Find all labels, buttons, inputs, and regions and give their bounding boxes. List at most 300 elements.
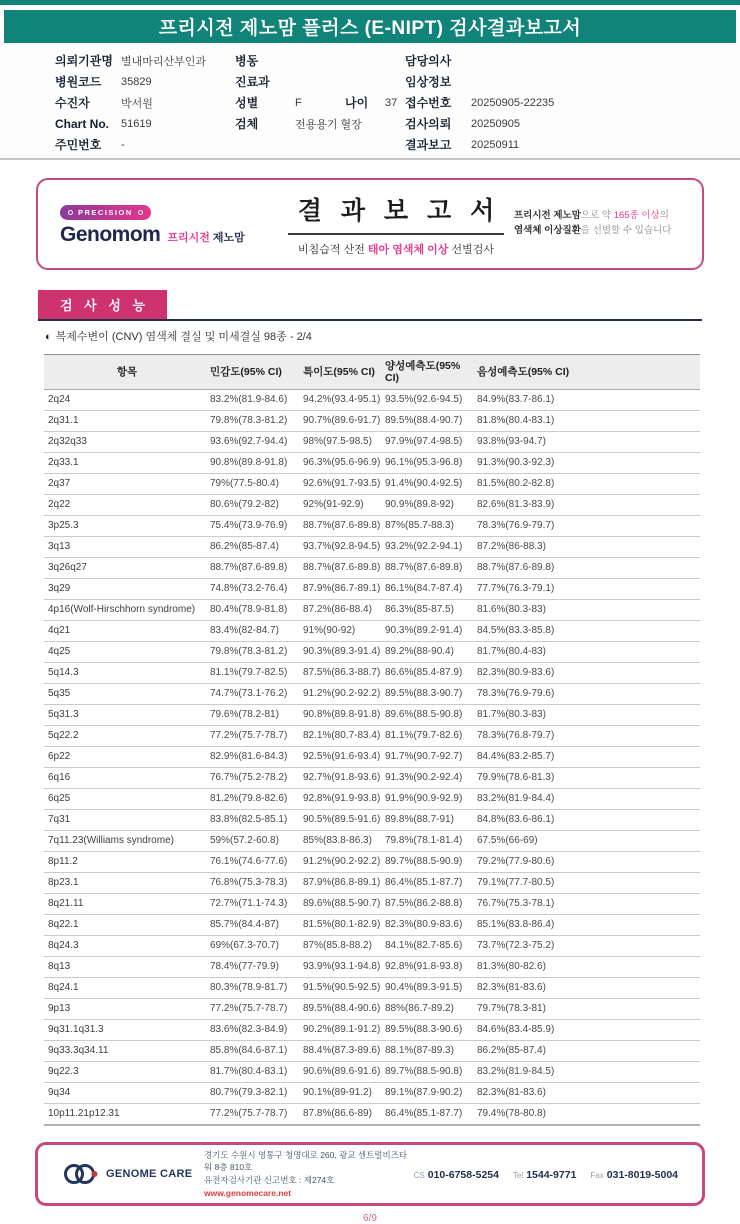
row-item-label: 9q31.1q31.3 xyxy=(44,1020,210,1041)
row-value: 84.5%(83.3-85.8) xyxy=(477,621,700,642)
row-value: 77.2%(75.7-78.7) xyxy=(210,726,303,747)
table-row xyxy=(44,621,700,642)
row-item-label: 5q14.3 xyxy=(44,663,210,684)
row-value: 88.7%(87.6-89.8) xyxy=(303,558,385,579)
field-value: 37 xyxy=(385,96,398,109)
row-item-label: 2q24 xyxy=(44,390,210,411)
row-value: 93.5%(92.6-94.5) xyxy=(385,390,477,411)
report-title-bar xyxy=(4,10,736,43)
row-value: 91.2%(90.2-92.2) xyxy=(303,684,385,705)
table-row xyxy=(44,579,700,600)
footer-address-line1: 경기도 수원시 영통구 청명대로 260, 광교 센트럴비즈타워 8층 810호 xyxy=(204,1149,408,1173)
table-row xyxy=(44,957,700,978)
row-item-label: 4q25 xyxy=(44,642,210,663)
row-value: 96.1%(95.3-96.8) xyxy=(385,453,477,474)
row-value: 84.6%(83.4-85.9) xyxy=(477,1020,700,1041)
row-value: 89.8%(88.7-91) xyxy=(385,810,477,831)
performance-subtitle: 복제수변이 (CNV) 염색체 결실 및 미세결실 98종 - 2/4 xyxy=(55,331,312,343)
row-value: 86.3%(85-87.5) xyxy=(385,600,477,621)
footer-cs xyxy=(414,1165,499,1183)
subtitle-post: 선별검사 xyxy=(448,244,494,256)
fax-label: Fax xyxy=(590,1171,604,1180)
note-text: 을 선별할 수 있습니다 xyxy=(580,225,672,236)
column-header-ppv: 양성예측도(95% CI) xyxy=(385,355,477,390)
field-label: 검체 xyxy=(235,117,259,131)
row-item-label: 7q11.23(Williams syndrome) xyxy=(44,831,210,852)
info-row xyxy=(235,50,405,71)
row-value: 86.6%(85.4-87.9) xyxy=(385,663,477,684)
row-value: 92%(91-92.9) xyxy=(303,495,385,516)
table-row xyxy=(44,663,700,684)
row-item-label: 9p13 xyxy=(44,999,210,1020)
row-value: 93.2%(92.2-94.1) xyxy=(385,537,477,558)
field-value: 20250905 xyxy=(471,117,520,130)
table-row xyxy=(44,1104,700,1126)
note-accent-pink: 165종 이상 xyxy=(613,210,660,222)
table-row xyxy=(44,537,700,558)
info-row-gender-age xyxy=(235,92,405,113)
row-value: 89.5%(88.4-90.6) xyxy=(303,999,385,1020)
row-value: 79%(77.5-80.4) xyxy=(210,474,303,495)
field-label: 나이 xyxy=(345,96,369,110)
row-value: 96.3%(95.6-96.9) xyxy=(303,453,385,474)
row-value: 89.1%(87.9-90.2) xyxy=(385,1083,477,1104)
row-value: 92.5%(91.6-93.4) xyxy=(303,747,385,768)
row-value: 59%(57.2-60.8) xyxy=(210,831,303,852)
row-item-label: 5q35 xyxy=(44,684,210,705)
row-value: 77.2%(75.7-78.7) xyxy=(210,1104,303,1126)
row-value: 90.3%(89.2-91.4) xyxy=(385,621,477,642)
row-value: 76.7%(75.3-78.1) xyxy=(477,894,700,915)
tel-label: Tel xyxy=(512,1171,524,1180)
row-value: 83.2%(81.9-84.4) xyxy=(477,789,700,810)
row-value: 81.7%(80.4-83.1) xyxy=(210,1062,303,1083)
brand-line xyxy=(60,223,278,247)
table-row xyxy=(44,1020,700,1041)
row-value: 91.5%(90.5-92.5) xyxy=(303,978,385,999)
row-value: 87.5%(86.3-88.7) xyxy=(303,663,385,684)
row-item-label: 3q13 xyxy=(44,537,210,558)
row-value: 79.8%(78.1-81.4) xyxy=(385,831,477,852)
genome-care-logo xyxy=(62,1161,204,1187)
table-row xyxy=(44,1083,700,1104)
row-value: 90.2%(89.1-91.2) xyxy=(303,1020,385,1041)
row-value: 87.9%(86.8-89.1) xyxy=(303,873,385,894)
row-item-label: 8q24.3 xyxy=(44,936,210,957)
row-value: 92.7%(91.8-93.6) xyxy=(303,768,385,789)
info-row xyxy=(55,113,235,134)
table-header-row xyxy=(44,355,700,390)
footer-tel xyxy=(513,1165,576,1183)
row-value: 79.8%(78.3-81.2) xyxy=(210,411,303,432)
info-row xyxy=(55,92,235,113)
column-header-npv: 음성예측도(95% CI) xyxy=(477,355,700,390)
row-value: 87%(85.8-88.2) xyxy=(303,936,385,957)
table-row xyxy=(44,915,700,936)
row-value: 83.8%(82.5-85.1) xyxy=(210,810,303,831)
row-value: 85.8%(84.6-87.1) xyxy=(210,1041,303,1062)
table-row xyxy=(44,831,700,852)
result-report-subheading xyxy=(278,241,514,257)
row-value: 82.3%(81-83.6) xyxy=(477,978,700,999)
row-value: 77.2%(75.7-78.7) xyxy=(210,999,303,1020)
performance-table xyxy=(44,354,700,1126)
field-value: 별내마리산부인과 xyxy=(121,55,207,68)
row-value: 73.7%(72.3-75.2) xyxy=(477,936,700,957)
field-value: 박서원 xyxy=(121,97,153,110)
row-item-label: 6q16 xyxy=(44,768,210,789)
row-value: 74.7%(73.1-76.2) xyxy=(210,684,303,705)
table-row xyxy=(44,474,700,495)
performance-table-head xyxy=(44,355,700,390)
row-item-label: 4p16(Wolf-Hirschhorn syndrome) xyxy=(44,600,210,621)
badge-dot-icon xyxy=(68,210,73,215)
half-circle-icon: ◐ xyxy=(45,331,52,343)
row-value: 85%(83.8-86.3) xyxy=(303,831,385,852)
row-value: 80.3%(78.9-81.7) xyxy=(210,978,303,999)
table-row xyxy=(44,999,700,1020)
row-item-label: 6p22 xyxy=(44,747,210,768)
column-header-sensitivity: 민감도(95% CI) xyxy=(210,355,303,390)
row-value: 86.4%(85.1-87.7) xyxy=(385,873,477,894)
row-item-label: 2q22 xyxy=(44,495,210,516)
row-value: 84.9%(83.7-86.1) xyxy=(477,390,700,411)
table-row xyxy=(44,432,700,453)
row-value: 79.8%(78.3-81.2) xyxy=(210,642,303,663)
cs-label: CS xyxy=(413,1171,425,1180)
row-value: 80.4%(78.9-81.8) xyxy=(210,600,303,621)
row-value: 87.8%(86.6-89) xyxy=(303,1104,385,1126)
field-label: 결과보고 xyxy=(405,138,452,152)
row-value: 89.2%(88-90.4) xyxy=(385,642,477,663)
row-value: 81.3%(80-82.6) xyxy=(477,957,700,978)
table-row xyxy=(44,726,700,747)
row-value: 87.5%(86.2-88.8) xyxy=(385,894,477,915)
row-value: 85.1%(83.8-86.4) xyxy=(477,915,700,936)
note-brand-bold: 프리시전 제노맘 xyxy=(514,210,581,222)
genomom-logo-text: Genomom xyxy=(60,222,161,246)
row-value: 91.9%(90.9-92.9) xyxy=(385,789,477,810)
row-value: 86.1%(84.7-87.4) xyxy=(385,579,477,600)
row-value: 81.1%(79.7-82.5) xyxy=(210,663,303,684)
row-value: 78.3%(76.9-79.7) xyxy=(477,516,700,537)
performance-section-header xyxy=(38,290,702,321)
row-value: 78.3%(76.8-79.7) xyxy=(477,726,700,747)
row-value: 82.9%(81.6-84.3) xyxy=(210,747,303,768)
row-item-label: 8q13 xyxy=(44,957,210,978)
row-value: 79.2%(77.9-80.6) xyxy=(477,852,700,873)
row-item-label: 5q22.2 xyxy=(44,726,210,747)
row-value: 89.7%(88.5-90.9) xyxy=(385,852,477,873)
field-value: - xyxy=(121,138,125,151)
field-label: 진료과 xyxy=(235,75,270,89)
table-row xyxy=(44,600,700,621)
row-item-label: 10p11.21p12.31 xyxy=(44,1104,210,1126)
row-item-label: 9q33.3q34.11 xyxy=(44,1041,210,1062)
table-row xyxy=(44,411,700,432)
row-item-label: 8q24.1 xyxy=(44,978,210,999)
field-label: 수진자 xyxy=(55,96,90,110)
info-row xyxy=(405,92,740,113)
field-label: 검사의뢰 xyxy=(405,117,452,131)
row-value: 76.1%(74.6-77.6) xyxy=(210,852,303,873)
genomom-brand-block xyxy=(60,202,278,247)
row-value: 83.6%(82.3-84.9) xyxy=(210,1020,303,1041)
row-value: 90.1%(89-91.2) xyxy=(303,1083,385,1104)
row-item-label: 2q33.1 xyxy=(44,453,210,474)
footer-banner xyxy=(35,1142,705,1206)
note-bold: 염색체 이상질환 xyxy=(514,225,581,236)
info-row xyxy=(405,71,740,92)
row-value: 80.6%(79.2-82) xyxy=(210,495,303,516)
row-value: 76.7%(75.2-78.2) xyxy=(210,768,303,789)
row-item-label: 9q22.3 xyxy=(44,1062,210,1083)
row-value: 92.8%(91.9-93.8) xyxy=(303,789,385,810)
row-value: 88.4%(87.3-89.6) xyxy=(303,1041,385,1062)
row-value: 89.5%(88.4-90.7) xyxy=(385,411,477,432)
note-text: 의 xyxy=(659,210,669,222)
row-item-label: 2q32q33 xyxy=(44,432,210,453)
row-value: 78.4%(77-79.9) xyxy=(210,957,303,978)
row-value: 74.8%(73.2-76.4) xyxy=(210,579,303,600)
precision-badge-label: PRECISION xyxy=(78,207,133,217)
table-row xyxy=(44,873,700,894)
patient-info-panel xyxy=(0,43,740,160)
table-row xyxy=(44,894,700,915)
genome-care-logo-icon xyxy=(62,1161,100,1187)
row-value: 94.2%(93.4-95.1) xyxy=(303,390,385,411)
row-item-label: 8q22.1 xyxy=(44,915,210,936)
footer-fax xyxy=(590,1165,678,1183)
row-value: 81.6%(80.3-83) xyxy=(477,600,700,621)
row-value: 86.2%(85-87.4) xyxy=(210,537,303,558)
row-value: 79.6%(78.2-81) xyxy=(210,705,303,726)
row-item-label: 4q21 xyxy=(44,621,210,642)
row-value: 91.3%(90.3-92.3) xyxy=(477,453,700,474)
row-value: 69%(67.3-70.7) xyxy=(210,936,303,957)
performance-section-title: 검 사 성 능 xyxy=(38,290,167,319)
row-value: 85.7%(84.4-87) xyxy=(210,915,303,936)
row-value: 83.2%(81.9-84.6) xyxy=(210,390,303,411)
result-report-banner xyxy=(36,178,704,270)
row-value: 82.1%(80.7-83.4) xyxy=(303,726,385,747)
row-value: 79.1%(77.7-80.5) xyxy=(477,873,700,894)
table-row xyxy=(44,390,700,411)
field-value: 전용용기 혈장 xyxy=(295,118,362,131)
footer-contacts xyxy=(414,1165,678,1183)
row-value: 84.1%(82.7-85.6) xyxy=(385,936,477,957)
row-item-label: 2q37 xyxy=(44,474,210,495)
table-row xyxy=(44,453,700,474)
row-value: 76.8%(75.3-78.3) xyxy=(210,873,303,894)
field-label: 주민번호 xyxy=(55,138,102,152)
row-value: 91.4%(90.4-92.5) xyxy=(385,474,477,495)
table-row xyxy=(44,684,700,705)
footer-website-link[interactable]: www.genomecare.net xyxy=(204,1187,292,1198)
subtitle-accent: 태아 염색체 이상 xyxy=(367,244,449,256)
row-value: 88.7%(87.6-89.8) xyxy=(210,558,303,579)
row-value: 75.4%(73.9-76.9) xyxy=(210,516,303,537)
field-label: 성별 xyxy=(235,96,259,110)
row-value: 84.8%(83.6-86.1) xyxy=(477,810,700,831)
info-row xyxy=(55,71,235,92)
row-value: 93.6%(92.7-94.4) xyxy=(210,432,303,453)
footer-address-block xyxy=(204,1149,414,1200)
table-row xyxy=(44,1041,700,1062)
row-value: 89.5%(88.3-90.7) xyxy=(385,684,477,705)
performance-subtitle-row xyxy=(45,328,740,344)
row-value: 93.8%(93-94.7) xyxy=(477,432,700,453)
row-value: 82.3%(81-83.6) xyxy=(477,1083,700,1104)
page-number: 6/9 xyxy=(363,1213,377,1224)
info-row xyxy=(405,113,740,134)
row-value: 67.5%(66-69) xyxy=(477,831,700,852)
row-value: 81.5%(80.2-82.8) xyxy=(477,474,700,495)
row-value: 79.4%(78-80.8) xyxy=(477,1104,700,1126)
row-value: 89.6%(88.5-90.8) xyxy=(385,705,477,726)
table-row xyxy=(44,516,700,537)
row-value: 92.6%(91.7-93.5) xyxy=(303,474,385,495)
field-value: F xyxy=(295,96,302,109)
field-label: Chart No. xyxy=(55,116,109,131)
row-value: 93.9%(93.1-94.8) xyxy=(303,957,385,978)
row-item-label: 3q29 xyxy=(44,579,210,600)
row-value: 83.4%(82-84.7) xyxy=(210,621,303,642)
row-value: 88.7%(87.6-89.8) xyxy=(477,558,700,579)
row-value: 83.2%(81.9-84.5) xyxy=(477,1062,700,1083)
brand-subtitle-navy: 제노맘 xyxy=(212,231,245,244)
row-item-label: 7q31 xyxy=(44,810,210,831)
report-banner-center xyxy=(278,191,514,257)
row-value: 90.6%(89.6-91.6) xyxy=(303,1062,385,1083)
row-value: 81.7%(80.3-83) xyxy=(477,705,700,726)
row-item-label: 8p11.2 xyxy=(44,852,210,873)
row-item-label: 9q34 xyxy=(44,1083,210,1104)
table-row xyxy=(44,936,700,957)
info-row xyxy=(405,134,740,155)
row-value: 78.3%(76.9-79.6) xyxy=(477,684,700,705)
genome-care-logo-text: GENOME CARE xyxy=(106,1168,193,1180)
row-value: 97.9%(97.4-98.5) xyxy=(385,432,477,453)
report-title: 프리시전 제노맘 플러스 (E-NIPT) 검사결과보고서 xyxy=(158,18,582,39)
row-value: 90.5%(89.5-91.6) xyxy=(303,810,385,831)
tel-number: 1544-9771 xyxy=(526,1169,577,1181)
row-value: 90.4%(89.3-91.5) xyxy=(385,978,477,999)
row-value: 79.7%(78.3-81) xyxy=(477,999,700,1020)
row-value: 91.3%(90.2-92.4) xyxy=(385,768,477,789)
table-row xyxy=(44,747,700,768)
row-item-label: 5q31.3 xyxy=(44,705,210,726)
info-row xyxy=(235,113,405,134)
field-value: 20250905-22235 xyxy=(471,96,555,109)
row-value: 89.6%(88.5-90.7) xyxy=(303,894,385,915)
table-row xyxy=(44,642,700,663)
row-item-label: 8q21.11 xyxy=(44,894,210,915)
row-value: 79.9%(78.6-81.3) xyxy=(477,768,700,789)
patient-info-col1 xyxy=(55,50,235,155)
column-header-specificity: 특이도(95% CI) xyxy=(303,355,385,390)
row-value: 82.3%(80.9-83.6) xyxy=(477,663,700,684)
info-row xyxy=(55,134,235,155)
row-value: 90.7%(89.6-91.7) xyxy=(303,411,385,432)
table-row xyxy=(44,768,700,789)
field-label: 담당의사 xyxy=(405,54,452,68)
row-value: 81.1%(79.7-82.6) xyxy=(385,726,477,747)
row-value: 91%(90-92) xyxy=(303,621,385,642)
row-value: 81.2%(79.8-82.6) xyxy=(210,789,303,810)
table-row xyxy=(44,978,700,999)
field-label: 접수번호 xyxy=(405,96,452,110)
brand-subtitle xyxy=(167,229,244,245)
row-value: 88.7%(87.6-89.8) xyxy=(385,558,477,579)
row-value: 90.3%(89.3-91.4) xyxy=(303,642,385,663)
table-row xyxy=(44,810,700,831)
row-value: 88%(86.7-89.2) xyxy=(385,999,477,1020)
result-report-heading: 결 과 보 고 서 xyxy=(288,191,505,235)
row-value: 89.5%(88.3-90.6) xyxy=(385,1020,477,1041)
field-label: 의뢰기관명 xyxy=(55,54,113,68)
row-value: 82.6%(81.3-83.9) xyxy=(477,495,700,516)
field-value: 20250911 xyxy=(471,138,520,151)
brand-subtitle-pink: 프리시전 xyxy=(167,231,210,244)
row-value: 91.2%(90.2-92.2) xyxy=(303,852,385,873)
info-row xyxy=(55,50,235,71)
table-row xyxy=(44,789,700,810)
table-row xyxy=(44,705,700,726)
field-value: 35829 xyxy=(121,75,152,88)
row-value: 91.7%(90.7-92.7) xyxy=(385,747,477,768)
row-value: 81.7%(80.4-83) xyxy=(477,642,700,663)
field-label: 병원코드 xyxy=(55,75,102,89)
badge-dot-icon xyxy=(138,210,143,215)
fax-number: 031-8019-5004 xyxy=(606,1169,678,1181)
row-value: 89.7%(88.5-90.8) xyxy=(385,1062,477,1083)
info-row xyxy=(235,71,405,92)
row-item-label: 2q31.1 xyxy=(44,411,210,432)
performance-table-body xyxy=(44,390,700,1126)
row-value: 93.7%(92.8-94.5) xyxy=(303,537,385,558)
row-value: 90.8%(89.8-91.8) xyxy=(210,453,303,474)
field-label: 임상정보 xyxy=(405,75,452,89)
note-text: 으로 약 xyxy=(580,210,614,222)
row-value: 81.8%(80.4-83.1) xyxy=(477,411,700,432)
precision-badge xyxy=(60,205,151,220)
row-item-label: 3p25.3 xyxy=(44,516,210,537)
table-row xyxy=(44,495,700,516)
row-value: 84.4%(83.2-85.7) xyxy=(477,747,700,768)
table-row xyxy=(44,1062,700,1083)
table-row xyxy=(44,852,700,873)
banner-note xyxy=(514,209,682,238)
row-value: 87%(85.7-88.3) xyxy=(385,516,477,537)
table-row xyxy=(44,558,700,579)
column-header-item: 항목 xyxy=(44,355,210,390)
cs-number: 010-6758-5254 xyxy=(427,1169,499,1181)
row-value: 98%(97.5-98.5) xyxy=(303,432,385,453)
row-value: 90.8%(89.8-91.8) xyxy=(303,705,385,726)
patient-info-col2 xyxy=(235,50,405,155)
row-item-label: 3q26q27 xyxy=(44,558,210,579)
subtitle-pre: 비침습적 산전 xyxy=(298,244,368,256)
row-value: 86.2%(85-87.4) xyxy=(477,1041,700,1062)
row-item-label: 6q25 xyxy=(44,789,210,810)
row-value: 80.7%(79.3-82.1) xyxy=(210,1083,303,1104)
row-value: 87.2%(86-88.3) xyxy=(477,537,700,558)
row-value: 87.2%(86-88.4) xyxy=(303,600,385,621)
row-value: 81.5%(80.1-82.9) xyxy=(303,915,385,936)
row-value: 77.7%(76.3-79.1) xyxy=(477,579,700,600)
field-label: 병동 xyxy=(235,54,259,68)
